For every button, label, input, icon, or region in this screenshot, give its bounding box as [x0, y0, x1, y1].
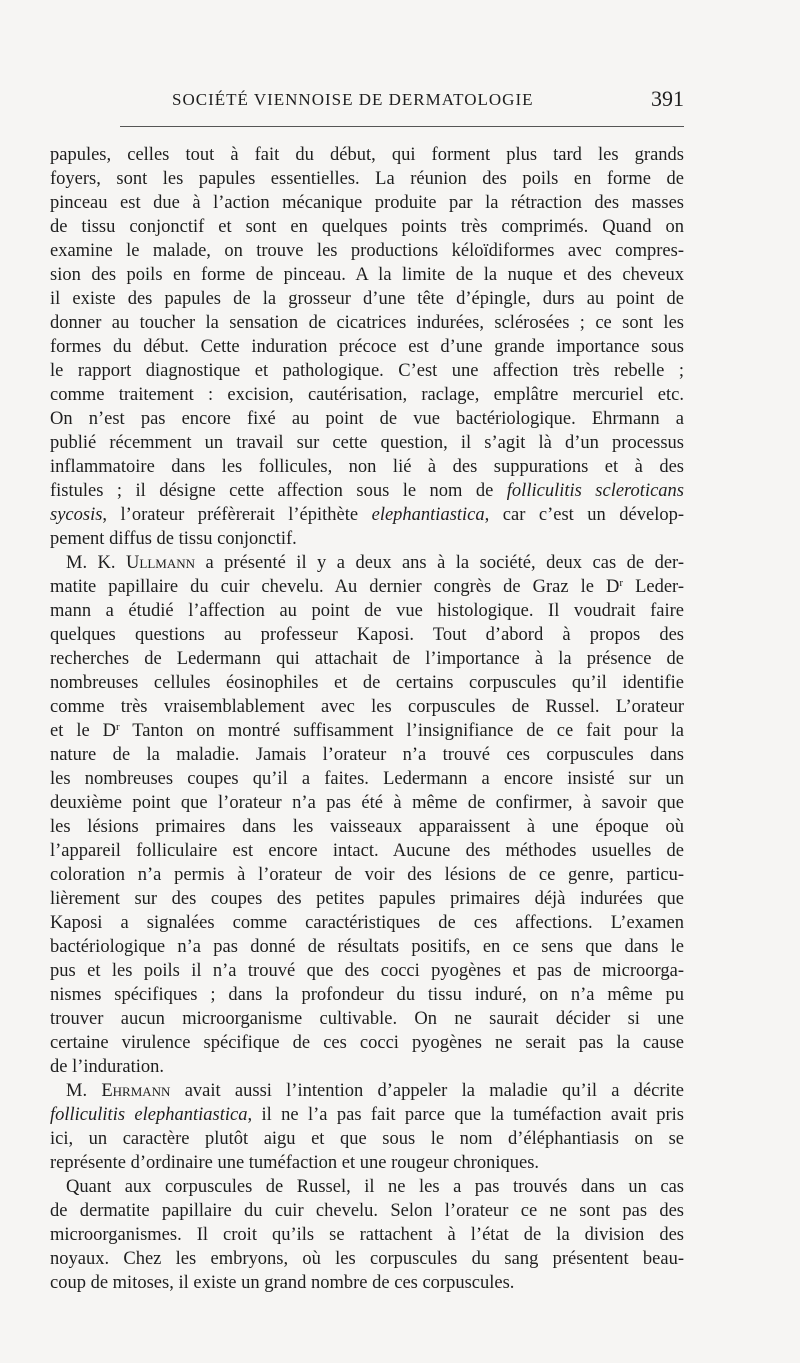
text-line: examine le malade, on trouve les productions kéloïdiformes avec compres-	[50, 241, 684, 261]
paragraph-1	[50, 143, 684, 551]
page-number: 391	[651, 86, 684, 111]
text-line	[50, 479, 684, 503]
text-line: Quant aux corpuscules de Russel, il ne les a pas trouvés dans un cas	[66, 1177, 684, 1197]
header-rule	[120, 126, 684, 127]
page-header	[50, 86, 684, 116]
text-line: Kaposi a signalées comme caractéristiques de ces affections. L’examen	[50, 913, 684, 933]
text-run: avait aussi l’intention d’appeler la maladie qu’il a décrite	[170, 1081, 685, 1101]
text-line: pement diffus de tissu conjonctif.	[50, 529, 297, 549]
text-line: quelques questions au professeur Kaposi. Tout d’abord à propos des	[50, 625, 684, 645]
text-line: On n’est pas encore fixé au point de vue bactériologique. Ehrmann a	[50, 409, 684, 429]
paragraph-3	[50, 1079, 684, 1175]
text-line	[50, 719, 684, 743]
text-line: noyaux. Chez les embryons, où les corpuscules du sang présentent beau-	[50, 1249, 684, 1269]
text-line	[50, 503, 684, 527]
text-line: mann a étudié l’affection au point de vue histologique. Il voudrait faire	[50, 601, 684, 621]
paragraph-4	[50, 1175, 684, 1295]
text-line: représente d’ordinaire une tuméfaction et une rougeur chroniques.	[50, 1153, 540, 1173]
text-line: recherches de Ledermann qui attachait de l’importance à la présence de	[50, 649, 684, 669]
text-line	[50, 1103, 684, 1127]
italic-term: folliculitis scleroticans	[506, 481, 684, 501]
text-line: pinceau est due à l’action mécanique produite par la rétraction des masses	[50, 193, 684, 213]
text-line: papules, celles tout à fait du début, qui forment plus tard les grands	[50, 145, 684, 165]
text-line: foyers, sont les papules essentielles. La réunion des poils en forme de	[50, 169, 684, 189]
body-text	[50, 143, 684, 1295]
text-line: les lésions primaires dans les vaisseaux apparaissent à une époque où	[50, 817, 684, 837]
text-line: deuxième point que l’orateur n’a pas été à même de confirmer, à savoir que	[50, 793, 684, 813]
paragraph-2	[50, 551, 684, 1079]
text-line	[50, 575, 684, 599]
text-run: matite papillaire du cuir chevelu. Au dernier congrès de Graz le D	[50, 577, 620, 597]
text-line: les nombreuses coupes qu’il a faites. Ledermann a encore insisté sur un	[50, 769, 684, 789]
text-line: lièrement sur des coupes des petites papules primaires déjà indurées que	[50, 889, 684, 909]
text-line: nombreuses cellules éosinophiles et de certains corpuscules qu’il identifie	[50, 673, 684, 693]
superscript: r	[619, 577, 624, 589]
italic-term: elephantiastica	[371, 505, 485, 525]
text-line: bactériologique n’a pas donné de résultats positifs, en ce sens que dans le	[50, 937, 684, 957]
text-run: fistules ; il désigne cette affection sous le nom de	[50, 481, 507, 501]
superscript: r	[116, 721, 120, 733]
text-run: Tanton on montré suffisamment l’insignifiance de ce fait pour la	[119, 721, 685, 741]
text-line: de tissu conjonctif et sont en quelques points très comprimés. Quand on	[50, 217, 684, 237]
text-line: comme très vraisemblablement avec les corpuscules de Russel. L’orateur	[50, 697, 684, 717]
running-title: SOCIÉTÉ VIENNOISE DE DERMATOLOGIE	[172, 90, 534, 109]
text-line: trouver aucun microorganisme cultivable. On ne saurait décider si une	[50, 1009, 684, 1029]
text-line: le rapport diagnostique et pathologique. C’est une affection très rebelle ;	[50, 361, 684, 381]
italic-term: folliculitis elephantiastica	[50, 1105, 248, 1125]
text-line: de l’induration.	[50, 1057, 165, 1077]
text-run: , car c’est un dévelop-	[484, 505, 685, 525]
text-line: sion des poils en forme de pinceau. A la limite de la nuque et des cheveux	[50, 265, 684, 285]
text-line: inflammatoire dans les follicules, non lié à des suppurations et à des	[50, 457, 684, 477]
speaker-name: Ehrmann	[101, 1081, 171, 1101]
italic-term: sycosis	[50, 505, 103, 525]
text-run: M. K.	[66, 553, 127, 573]
text-line: coloration n’a permis à l’orateur de voir des lésions de ce genre, particu-	[50, 865, 684, 885]
text-line	[50, 1079, 684, 1103]
text-line: ici, un caractère plutôt aigu et que sous le nom d’éléphantiasis on se	[50, 1129, 684, 1149]
text-line: de dermatite papillaire du cuir chevelu. Selon l’orateur ce ne sont pas des	[50, 1201, 684, 1221]
text-run: a présenté il y a deux ans à la société, deux cas de der-	[195, 553, 684, 573]
text-line: pus et les poils il n’a trouvé que des cocci pyogènes et pas de microorga-	[50, 961, 684, 981]
speaker-name: Ullmann	[126, 553, 195, 573]
text-run: M.	[66, 1081, 102, 1101]
text-line: nismes spécifiques ; dans la profondeur du tissu induré, on n’a même pu	[50, 985, 684, 1005]
text-line: comme traitement : excision, cautérisation, raclage, emplâtre mercuriel etc.	[50, 385, 684, 405]
text-line: coup de mitoses, il existe un grand nombre de ces corpuscules.	[50, 1273, 515, 1293]
text-line: l’appareil folliculaire est encore intact. Aucune des méthodes usuelles de	[50, 841, 684, 861]
text-line: donner au toucher la sensation de cicatrices indurées, sclérosées ; ce sont les	[50, 313, 684, 333]
text-run: , l’orateur préfèrerait l’épithète	[102, 505, 372, 525]
text-line: publié récemment un travail sur cette question, il s’agit là d’un processus	[50, 433, 684, 453]
text-line: microorganismes. Il croit qu’ils se rattachent à l’état de la division des	[50, 1225, 684, 1245]
text-line: il existe des papules de la grosseur d’une tête d’épingle, durs au point de	[50, 289, 684, 309]
text-line	[50, 551, 684, 575]
text-run: , il ne l’a pas fait parce que la tuméfaction avait pris	[247, 1105, 685, 1125]
text-run: Leder-	[623, 577, 684, 597]
text-line: certaine virulence spécifique de ces cocci pyogènes ne serait pas la cause	[50, 1033, 684, 1053]
text-line: nature de la maladie. Jamais l’orateur n’a trouvé ces corpuscules dans	[50, 745, 684, 765]
text-line: formes du début. Cette induration précoce est d’une grande importance sous	[50, 337, 684, 357]
text-run: et le D	[50, 721, 116, 741]
